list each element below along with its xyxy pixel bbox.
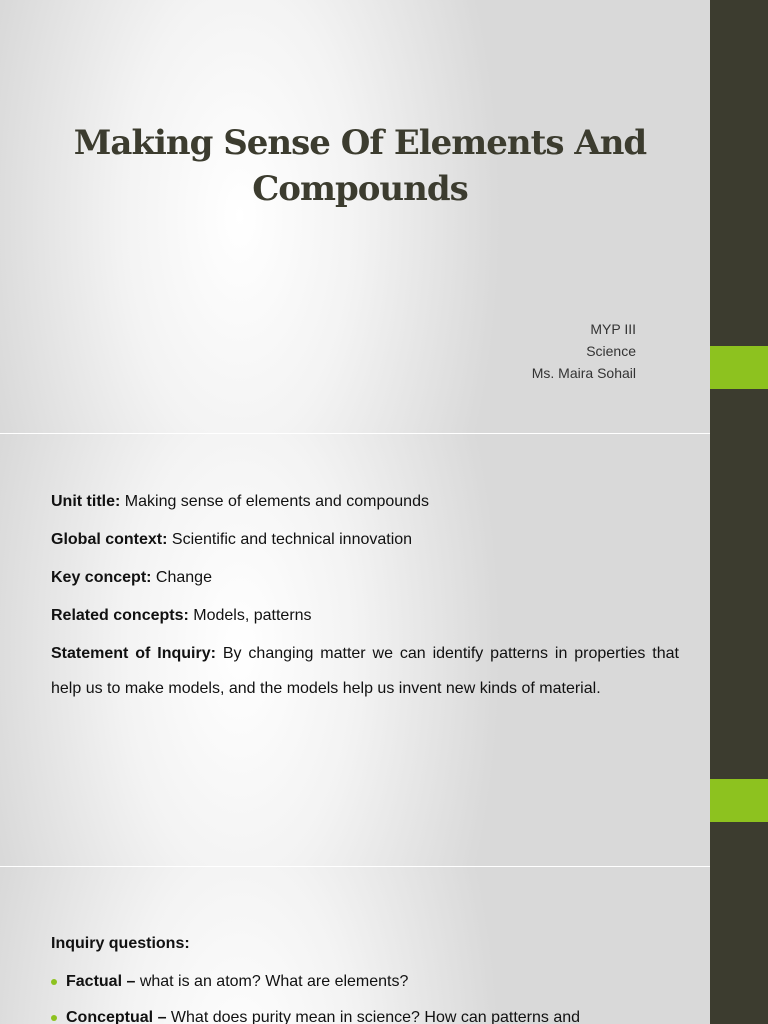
slide-separator bbox=[0, 433, 768, 434]
inquiry-label: Statement of Inquiry: bbox=[51, 645, 216, 662]
conceptual-text: What does purity mean in science? How can patterns and bbox=[170, 1009, 581, 1024]
subject-label: Science bbox=[586, 343, 636, 359]
bullet-icon bbox=[51, 979, 57, 985]
grade-label: MYP III bbox=[590, 321, 636, 337]
slide-separator bbox=[0, 866, 768, 867]
inquiry-heading: Inquiry questions: bbox=[51, 935, 190, 952]
related-concepts-row bbox=[51, 604, 679, 627]
subtitle-block bbox=[440, 318, 636, 384]
unit-title-row bbox=[51, 490, 679, 513]
conceptual-label: Conceptual – bbox=[66, 1009, 167, 1024]
title-slide bbox=[0, 0, 768, 433]
inquiry-text: By changing matter we can identify patterns in properties that help us to make models, and the models help us invent new kinds of material. bbox=[51, 645, 679, 697]
related-concepts-label: Related concepts: bbox=[51, 607, 189, 624]
title-line-1: Making Sense Of Elements And bbox=[73, 123, 647, 163]
accent-block bbox=[710, 346, 768, 389]
slide-title bbox=[40, 120, 680, 212]
list-item bbox=[51, 1006, 679, 1024]
bullet-icon bbox=[51, 1015, 57, 1021]
unit-title-label: Unit title: bbox=[51, 493, 121, 510]
related-concepts-value: Models, patterns bbox=[193, 607, 312, 624]
statement-of-inquiry bbox=[51, 636, 679, 706]
factual-text: what is an atom? What are elements? bbox=[139, 973, 409, 990]
title-line-2: Compounds bbox=[252, 169, 468, 209]
key-concept-value: Change bbox=[155, 569, 212, 586]
key-concept-row bbox=[51, 566, 679, 589]
teacher-name: Ms. Maira Sohail bbox=[531, 365, 636, 381]
inquiry-questions bbox=[51, 932, 679, 1024]
list-item bbox=[51, 970, 679, 994]
unit-details bbox=[51, 490, 679, 721]
sidebar-band bbox=[710, 866, 768, 1024]
global-context-value: Scientific and technical innovation bbox=[171, 531, 413, 548]
key-concept-label: Key concept: bbox=[51, 569, 152, 586]
global-context-row bbox=[51, 528, 679, 551]
global-context-label: Global context: bbox=[51, 531, 168, 548]
unit-overview-slide bbox=[0, 433, 768, 866]
factual-label: Factual – bbox=[66, 973, 136, 990]
accent-block bbox=[710, 779, 768, 822]
inquiry-questions-slide bbox=[0, 866, 768, 1024]
unit-title-value: Making sense of elements and compounds bbox=[124, 493, 429, 510]
